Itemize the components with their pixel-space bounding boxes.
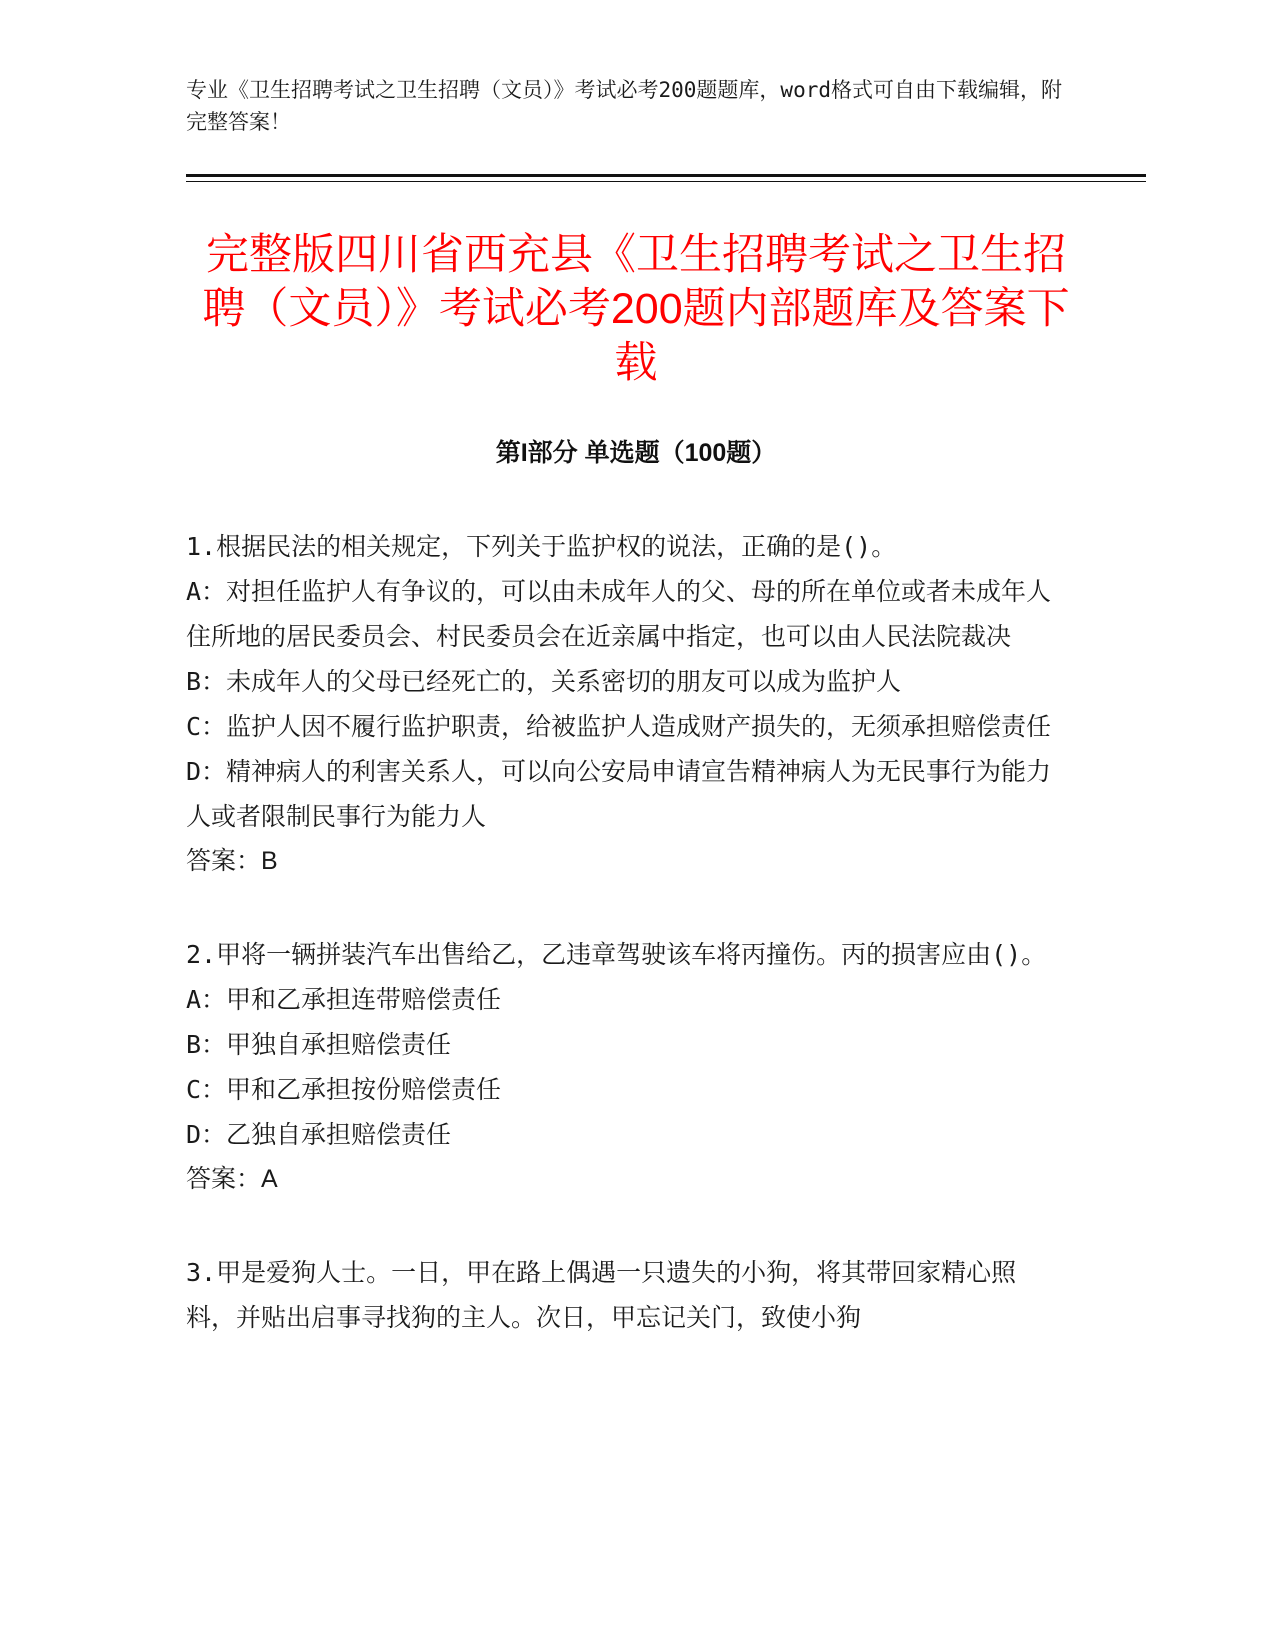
option-a: A：甲和乙承担连带赔偿责任 xyxy=(186,985,502,1014)
section-heading: 第I部分 单选题（100题） xyxy=(495,439,777,467)
option-b: B：甲独自承担赔偿责任 xyxy=(186,1030,452,1059)
option-b: B：未成年人的父母已经死亡的，关系密切的朋友可以成为监护人 xyxy=(186,667,902,696)
option-c: C：监护人因不履行监护职责，给被监护人造成财产损失的，无须承担赔偿责任 xyxy=(186,712,1052,741)
question-stem: 1.根据民法的相关规定，下列关于监护权的说法，正确的是()。 xyxy=(186,532,897,561)
question-3 xyxy=(186,1250,1066,1340)
question-stem: 3.甲是爱狗人士。一日，甲在路上偶遇一只遗失的小狗，将其带回家精心照料，并贴出启事寻找狗的主人。次日，甲忘记关门，致使小狗 xyxy=(186,1258,1017,1332)
answer: 答案：A xyxy=(186,1165,278,1193)
question-2 xyxy=(186,932,1066,1202)
option-a: A：对担任监护人有争议的，可以由未成年人的父、母的所在单位或者未成年人住所地的居民委员会、村民委员会在近亲属中指定，也可以由人民法院裁决 xyxy=(186,577,1052,651)
option-d: D：乙独自承担赔偿责任 xyxy=(186,1120,452,1149)
question-stem: 2.甲将一辆拼装汽车出售给乙，乙违章驾驶该车将丙撞伤。丙的损害应由()。 xyxy=(186,940,1047,969)
header-divider-thin xyxy=(186,181,1146,182)
option-d: D：精神病人的利害关系人，可以向公安局申请宣告精神病人为无民事行为能力人或者限制民事行为能力人 xyxy=(186,757,1052,831)
option-c: C：甲和乙承担按份赔偿责任 xyxy=(186,1075,502,1104)
header-divider-thick xyxy=(186,174,1146,177)
document-title: 完整版四川省西充县《卫生招聘考试之卫生招聘（文员）》考试必考200题内部题库及答案下载 xyxy=(202,231,1070,387)
question-1 xyxy=(186,524,1066,884)
header-note: 专业《卫生招聘考试之卫生招聘（文员）》考试必考200题题库，word格式可自由下载编辑，附完整答案！ xyxy=(186,78,1062,134)
answer: 答案：B xyxy=(186,847,278,875)
question-list xyxy=(186,524,1066,1388)
